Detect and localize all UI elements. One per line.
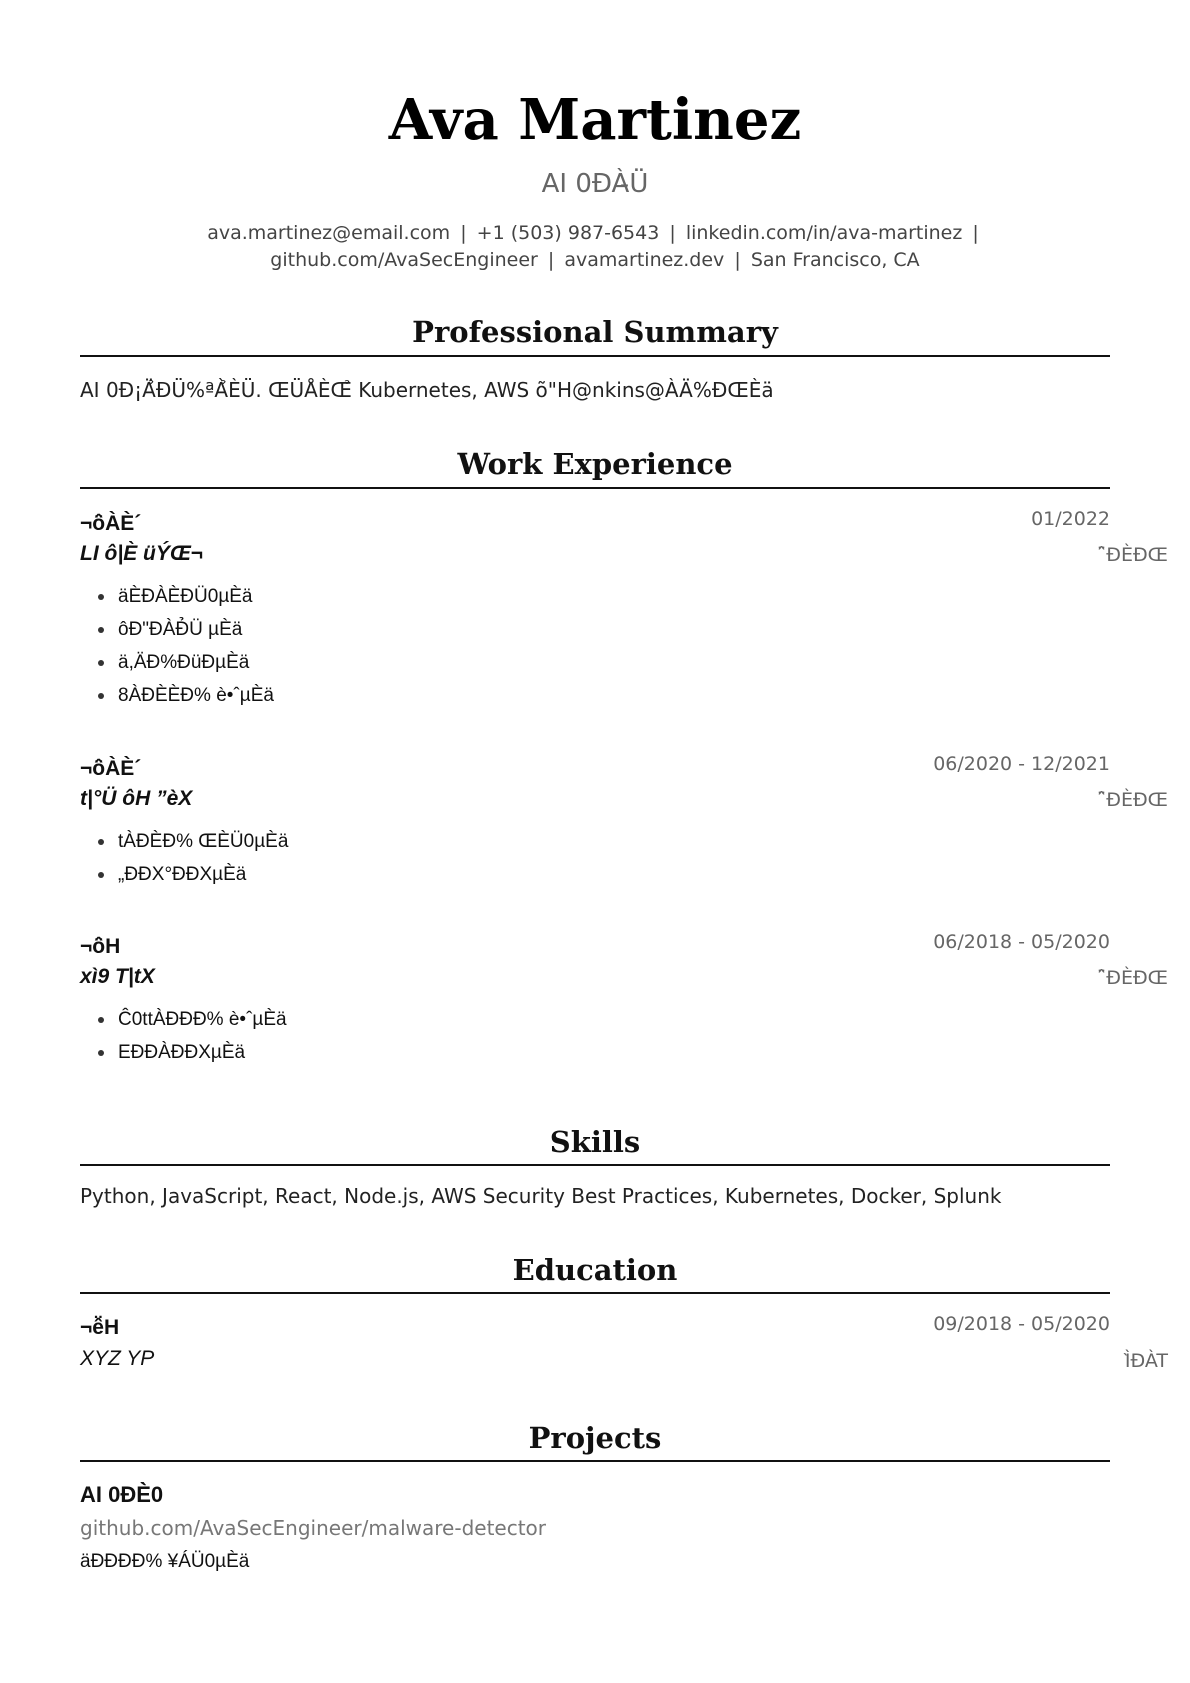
job-location: ˆ̈ÐÈÐŒ [1096,544,1168,566]
section-divider [80,1460,1110,1462]
contact-separator: | [669,222,676,244]
job-bullets [80,829,288,895]
job-bullets [80,584,274,716]
education-date: 09/2018 - 05/2020 [933,1313,1110,1335]
contact-email[interactable]: ava.martinez@email.com [207,222,451,244]
candidate-title: AI 0ÐÀ̵Ü [541,169,649,199]
list-item: tÀÐÈÐ% ŒÈÜ0µÈä [118,829,288,862]
project-name: AI 0ÐÈ̀0 [80,1482,164,1507]
summary-heading: Professional Summary [412,315,778,349]
list-item: ä,ÄÐ%ÐüÐµÈä [118,650,274,683]
contact-website[interactable]: avamartinez.dev [564,249,725,271]
contact-phone[interactable]: +1 (503) 987-6543 [476,222,660,244]
section-divider [80,487,1110,489]
skills-heading: Skills [549,1125,641,1159]
job-company: LI ô|È üÝŒ¬ [80,542,204,565]
list-item: ôÐ"ÐÀÐ̉Ü µÈä [118,617,274,650]
list-item: äÈÐÀÈÐÜ0µÈä [118,584,274,617]
job-company: xì9 T|tX [80,965,155,988]
contact-line [80,220,1110,274]
education-location: Ì̀ÐÀT [1124,1350,1168,1372]
project-link[interactable]: github.com/AvaSecEngineer/malware-detector [80,1516,547,1540]
projects-heading: Projects [528,1421,662,1455]
list-item: 8ÀÐÈÈÐ% è•ˆµÈä [118,683,274,716]
list-item: Ĉ0ttÀÐÐÐ% è•ˆµÈä [118,1007,287,1040]
list-item: „ÐÐX°ÐÐXµÈä [118,862,288,895]
contact-location: San Francisco, CA [750,249,920,271]
project-description: äÐÐÐÐ% ¥ÁÜ0µÈä [80,1551,250,1572]
job-title: ¬ô̈H [80,935,121,958]
candidate-name: Ava Martinez [388,87,802,153]
education-school: XYZ YP [80,1347,155,1370]
job-title: ¬ô̈ÀÈ´ [80,512,142,535]
job-date: 01/2022 [1031,508,1110,530]
education-degree: ¬ê̈H [80,1316,120,1339]
job-date: 06/2020 - 12/2021 [933,753,1110,775]
contact-separator: | [547,249,555,271]
skills-text: Python, JavaScript, React, Node.js, AWS Security Best Practices, Kubernetes, Docker, Splunk [80,1184,1002,1208]
education-heading: Education [512,1253,678,1287]
job-bullets [80,1007,287,1073]
job-date: 06/2018 - 05/2020 [933,931,1110,953]
contact-github[interactable]: github.com/AvaSecEngineer [270,249,538,271]
experience-heading: Work Experience [457,447,733,481]
summary-text: AI 0Ð¡Ä̉ÐÜ%ªÀ̉ÈÜ. ŒÜÅÈŒ̉ Kubernetes, AWS õ"H@nkins@ÀÄ%ÐŒÈä [80,378,774,402]
section-divider [80,355,1110,357]
job-location: ˆ̈ÐÈÐŒ [1096,789,1168,811]
contact-separator: | [460,222,467,244]
job-company: t|°Ü ôH ”èX [80,787,193,810]
list-item: EÐÐÀÐÐXµÈä [118,1040,287,1073]
job-location: ˆ̈ÐÈÐŒ [1096,967,1168,989]
contact-linkedin[interactable]: linkedin.com/in/ava-martinez [685,222,963,244]
section-divider [80,1292,1110,1294]
job-title: ¬ô̈ÀÈ´ [80,757,142,780]
contact-separator: | [972,222,979,244]
contact-separator: | [734,249,741,271]
section-divider [80,1164,1110,1166]
